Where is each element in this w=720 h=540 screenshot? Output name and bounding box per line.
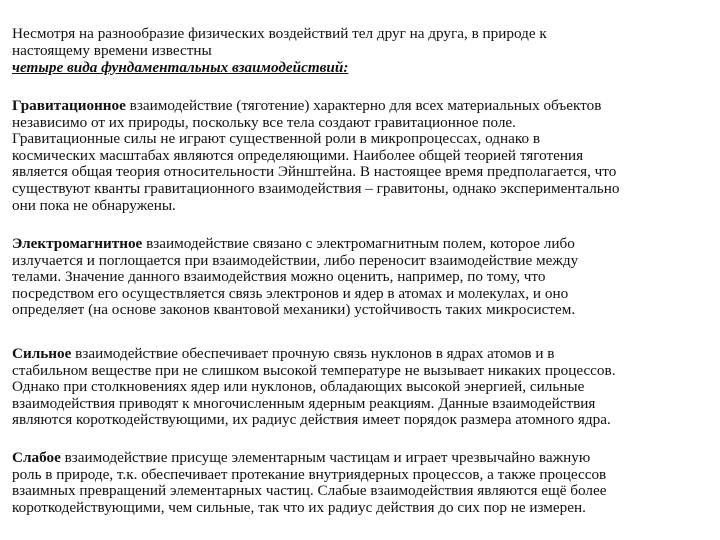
paragraph-line: стабильном веществе при не слишком высокой температуре не вызывает никаких процессов.: [12, 361, 616, 379]
paragraph-line: [12, 450, 720, 467]
paragraph-text: взаимодействие (тяготение) характерно для всех материальных объектов: [125, 97, 602, 114]
paragraph-line: излучается и поглощается при взаимодействии, либо переносит взаимодействие между: [12, 251, 579, 269]
term-gravitational: Гравитационное: [12, 97, 126, 114]
paragraph-text: взаимодействие присуще элементарным частицам и играет чрезвычайно важную: [60, 449, 591, 466]
paragraph-line: Гравитационные силы не играют существенной роли в микропроцессах, однако в: [12, 130, 541, 148]
intro-line-2: настоящему времени известны: [12, 42, 212, 59]
intro-line-1: Несмотря на разнообразие физических воздействий тел друг на друга, в природе к: [12, 25, 547, 42]
paragraph-line: [12, 98, 720, 115]
paragraph-line: является общая теория относительности Эйнштейна. В настоящее время предполагается, что: [12, 163, 617, 181]
paragraph-line: являются короткодействующими, их радиус действия имеет порядок размера атомного ядра.: [12, 411, 611, 429]
paragraph-line: взаимодействия приводят к многочисленным ядерным реакциям. Данные взаимодействия: [12, 394, 596, 412]
term-electromagnetic: Электромагнитное: [12, 235, 143, 252]
paragraph-line: роль в природе, т.к. обеспечивает протекание внутриядерных процессов, а также процессов: [12, 465, 607, 483]
paragraph-line: взаимных превращений элементарных частиц. Слабые взаимодействия являются ещё более: [12, 482, 607, 500]
paragraph-text: взаимодействие связано с электромагнитным полем, которое либо: [142, 235, 575, 252]
intro-text: [12, 25, 720, 76]
paragraph-line: существуют кванты гравитационного взаимодействия – гравитоны, однако экспериментально: [12, 179, 620, 197]
term-strong: Сильное: [12, 345, 72, 362]
paragraph-electromagnetic: [12, 236, 720, 319]
paragraph-line: телами. Значение данного взаимодействия можно оценить, например, по тому, что: [12, 268, 546, 286]
paragraph-line: космических масштабах являются определяющими. Наиболее общей теорией тяготения: [12, 146, 584, 164]
paragraph-line: посредством его осуществляется связь электронов и ядер в атомах и молекулах, и оно: [12, 284, 569, 302]
paragraph-line: Однако при столкновениях ядер или нуклонов, обладающих высокой энергией, сильные: [12, 378, 585, 396]
paragraph-line: они пока не обнаружены.: [12, 196, 176, 214]
paragraph-line: [12, 236, 720, 253]
paragraph-line: [12, 346, 720, 363]
paragraph-gravitational: [12, 98, 720, 214]
paragraph-text: взаимодействие обеспечивает прочную связь нуклонов в ядрах атомов и в: [71, 345, 555, 362]
paragraph-strong: [12, 346, 720, 429]
paragraph-line: независимо от их природы, поскольку все тела создают гравитационное поле.: [12, 113, 516, 131]
paragraph-line: короткодействующими, чем сильные, так что их радиус действия до сих пор не измерен.: [12, 498, 586, 516]
paragraph-weak: [12, 450, 720, 516]
section-heading: четыре вида фундаментальных взаимодействий:: [12, 59, 349, 76]
term-weak: Слабое: [12, 449, 61, 466]
paragraph-line: определяет (на основе законов квантовой механики) устойчивость таких микросистем.: [12, 301, 576, 319]
